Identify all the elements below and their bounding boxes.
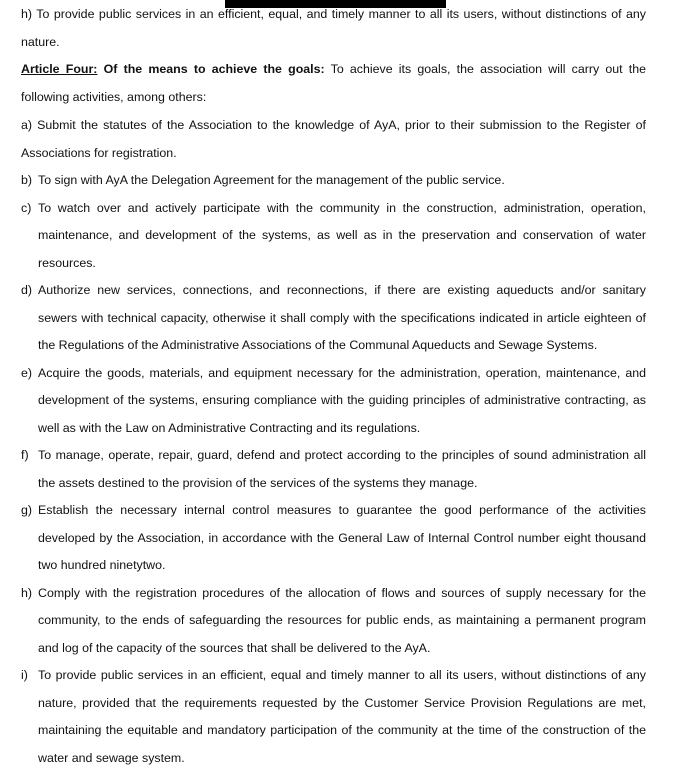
item-text: To provide public services in an efficient, equal and timely manner to all its users, without distinctions of any nature, provided that the requirements requested by the Customer Service Provision Regulations are met, maintaining the equitable and mandatory participation of the community at the time of the construction of the water and sewage system. (38, 668, 646, 765)
item-text: Comply with the registration procedures of the allocation of flows and sources of supply necessary for the community, to the ends of safeguarding the resources for public ends, as maintaining a permanent program and log of the capacity of the sources that shall be delivered to the AyA. (38, 585, 646, 655)
previous-item-h (21, 1, 646, 56)
item-text: Authorize new services, connections, and reconnections, if there are existing aqueducts and/or sanitary sewers with technical capacity, otherwise it shall comply with the specifications indicated in article eighteen of the Regulations of the Administrative Associations of the Communal Aqueducts and Sewage Systems. (38, 283, 646, 352)
list-item-e (21, 360, 646, 443)
list-item-i (21, 662, 646, 772)
article-heading: Article Four: (21, 62, 98, 76)
list-item-f (21, 442, 646, 497)
item-marker: i) (21, 668, 28, 682)
item-marker: b) (21, 173, 33, 187)
article-intro: To achieve its goals, the association will carry out the following activities, among others: (21, 62, 647, 104)
item-text: To provide public services in an efficient, equal, and timely manner to all its users, without distinctions of any nature. (21, 7, 647, 49)
list-item-a (21, 112, 646, 167)
item-marker: h) (21, 7, 33, 21)
item-text: Acquire the goods, materials, and equipment necessary for the administration, operation, maintenance, and development of the systems, ensuring compliance with the guiding principles of administrative contracting, as well as with the Law on Administrative Contracting and its regulations. (38, 365, 646, 435)
list-item-c (21, 195, 646, 278)
item-marker: g) (21, 503, 33, 517)
item-text: Establish the necessary internal control measures to guarantee the good performance of the activities developed by the Association, in accordance with the General Law of Internal Control number eight thousand two hundred ninetytwo. (38, 503, 646, 572)
activity-list (21, 112, 646, 772)
item-marker: f) (21, 448, 29, 462)
list-item-h (21, 580, 646, 663)
item-text: To sign with AyA the Delegation Agreement for the management of the public service. (38, 173, 505, 187)
item-text: To manage, operate, repair, guard, defend and protect according to the principles of sound administration all the assets destined to the provision of the services of the systems they manage. (38, 448, 646, 490)
item-text: Submit the statutes of the Association to the knowledge of AyA, prior to their submission to the Register of Associations for registration. (21, 118, 646, 160)
item-marker: c) (21, 200, 32, 215)
list-item-b (21, 167, 646, 195)
item-marker: d) (21, 283, 33, 297)
item-marker: a) (21, 118, 33, 132)
article-subheading: Of the means to achieve the goals: (103, 62, 325, 76)
item-marker: e) (21, 365, 33, 380)
list-item-g (21, 497, 646, 580)
article-four-paragraph (21, 56, 646, 111)
item-text: To watch over and actively participate with the community in the construction, administration, operation, maintenance, and development of the systems, as well as in the preservation and conservation of water resources. (38, 200, 646, 270)
list-item-d (21, 277, 646, 360)
item-marker: h) (21, 585, 33, 600)
